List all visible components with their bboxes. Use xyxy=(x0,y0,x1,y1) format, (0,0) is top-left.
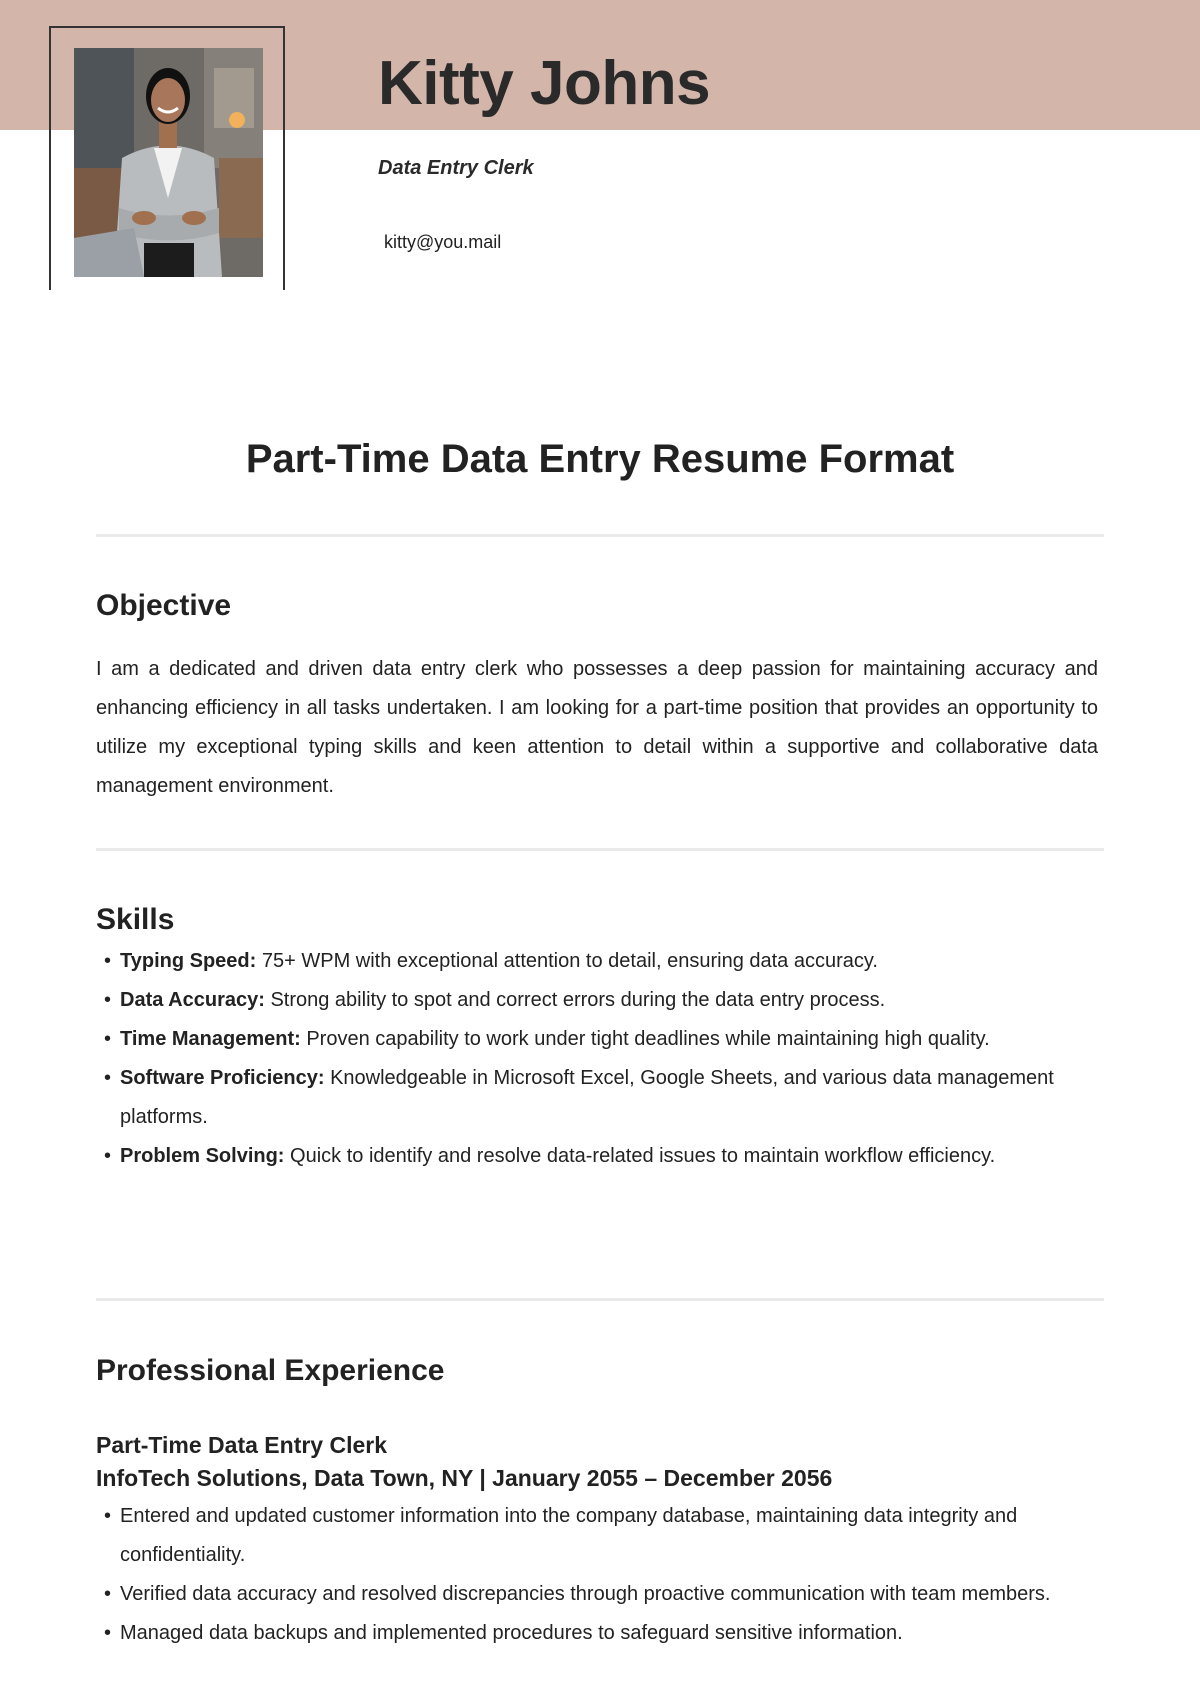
skill-item xyxy=(96,1137,1076,1176)
skill-text: Quick to identify and resolve data-related issues to maintain workflow efficiency. xyxy=(284,1145,996,1167)
skill-label: Software Proficiency: xyxy=(120,1067,325,1089)
divider xyxy=(96,1298,1104,1301)
job-title: Data Entry Clerk xyxy=(378,157,534,179)
skill-item xyxy=(96,1059,1076,1137)
skills-heading: Skills xyxy=(96,903,175,936)
experience-bullets xyxy=(96,1497,1076,1653)
skill-item xyxy=(96,942,1076,981)
experience-item: • Verified data accuracy and resolved discrepancies through proactive communication with team members. xyxy=(96,1575,1076,1614)
objective-text: I am a dedicated and driven data entry clerk who possesses a deep passion for maintaining accuracy and enhancing efficiency in all tasks undertaken. I am looking for a part-time position that provides an opportunity to utilize my exceptional typing skills and keen attention to detail within a supportive and collaborative data management environment. xyxy=(96,658,1098,797)
skill-label: Typing Speed: xyxy=(120,950,257,972)
divider xyxy=(96,848,1104,851)
skill-label: Problem Solving: xyxy=(120,1145,285,1167)
objective-heading: Objective xyxy=(96,589,232,622)
skill-item xyxy=(96,981,1076,1020)
skill-label: Time Management: xyxy=(120,1028,301,1050)
profile-photo xyxy=(74,48,263,277)
skill-label: Data Accuracy: xyxy=(120,989,265,1011)
skill-text: 75+ WPM with exceptional attention to detail, ensuring data accuracy. xyxy=(256,950,878,972)
document-title: Part-Time Data Entry Resume Format xyxy=(245,437,955,481)
experience-heading: Professional Experience xyxy=(96,1354,445,1387)
skill-text: Strong ability to spot and correct errors during the data entry process. xyxy=(264,989,886,1011)
job-company-dates: InfoTech Solutions, Data Town, NY | January 2055 – December 2056 xyxy=(96,1465,833,1491)
skill-text: Proven capability to work under tight deadlines while maintaining high quality. xyxy=(300,1028,990,1050)
skill-item xyxy=(96,1020,1076,1059)
experience-item: • Managed data backups and implemented procedures to safeguard sensitive information. xyxy=(96,1614,1076,1653)
email-address: kitty@you.mail xyxy=(384,232,502,252)
divider xyxy=(96,534,1104,537)
job-role: Part-Time Data Entry Clerk xyxy=(96,1432,388,1458)
skill-text: Knowledgeable in Microsoft Excel, Google Sheets, and various data management platforms. xyxy=(120,1067,1054,1128)
skills-list xyxy=(96,942,1076,1176)
experience-item: • Entered and updated customer information into the company database, maintaining data integrity and confidentiality. xyxy=(96,1497,1076,1575)
candidate-name: Kitty Johns xyxy=(378,49,711,118)
